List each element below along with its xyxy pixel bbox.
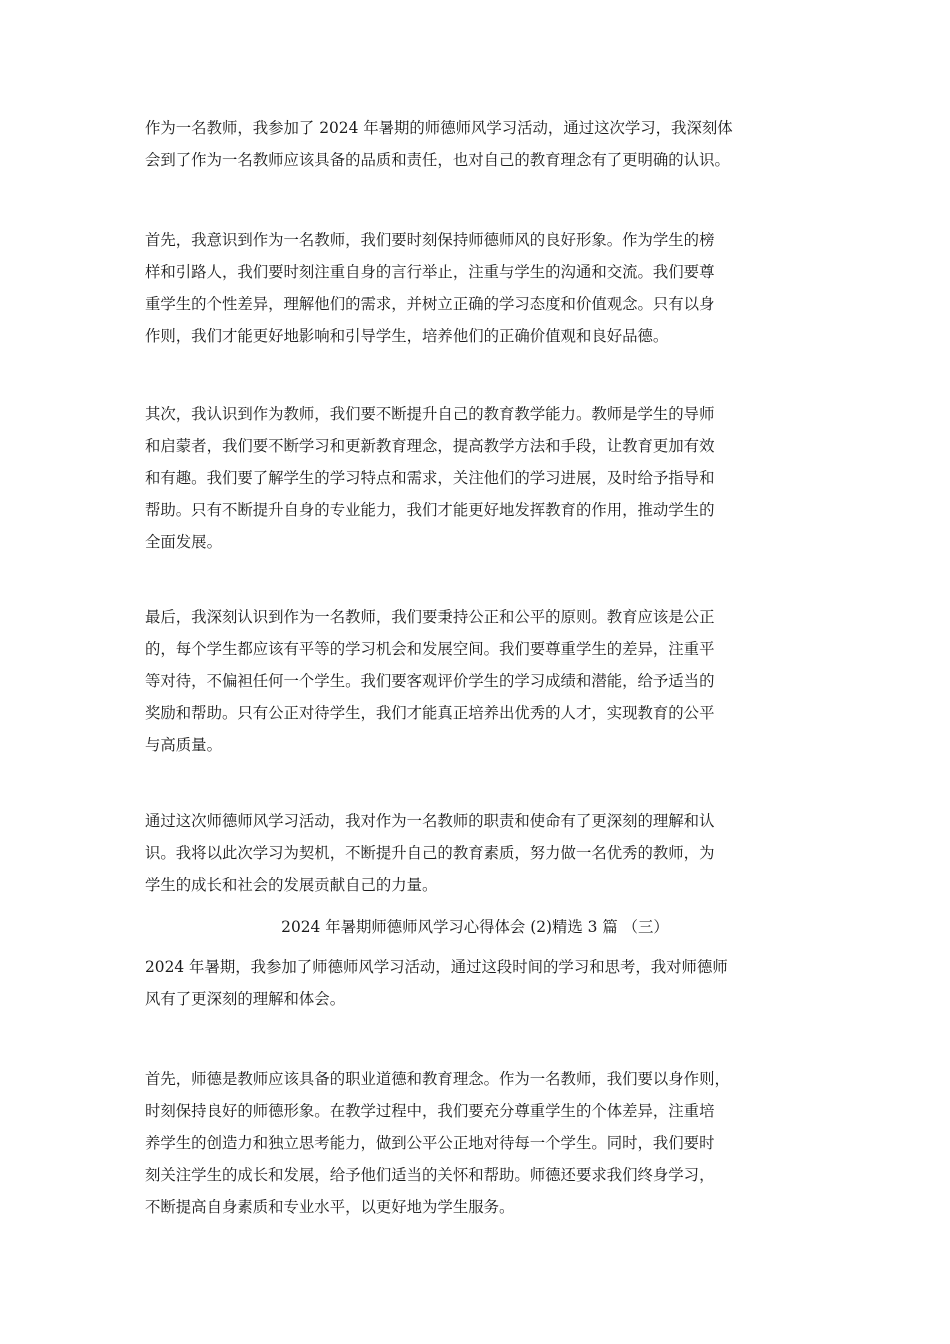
text-line: 学生的成长和社会的发展贡献自己的力量。 [145,876,438,894]
text-line: 重学生的个性差异，理解他们的需求，并树立正确的学习态度和价值观念。只有以身 [145,295,715,313]
text-line: 作则，我们才能更好地影响和引导学生，培养他们的正确价值观和良好品德。 [145,327,669,345]
paragraph-3 [145,398,825,558]
text-line: 风有了更深刻的理解和体会。 [145,990,346,1008]
text-line: 样和引路人，我们要时刻注重自身的言行举止，注重与学生的沟通和交流。我们要尊 [145,263,715,281]
text-line: 其次，我认识到作为教师，我们要不断提升自己的教育教学能力。教师是学生的导师 [145,405,715,423]
text-line: 时刻保持良好的师德形象。在教学过程中，我们要充分尊重学生的个体差异，注重培 [145,1102,715,1120]
text-line: 2024 年暑期，我参加了师德师风学习活动，通过这段时间的学习和思考，我对师德师 [145,958,728,976]
text-line: 刻关注学生的成长和发展，给予他们适当的关怀和帮助。师德还要求我们终身学习， [145,1166,715,1184]
text-line: 通过这次师德师风学习活动，我对作为一名教师的职责和使命有了更深刻的理解和认 [145,812,715,830]
text-line: 和启蒙者，我们要不断学习和更新教育理念，提高教学方法和手段，让教育更加有效 [145,437,715,455]
text-line: 会到了作为一名教师应该具备的品质和责任，也对自己的教育理念有了更明确的认识。 [145,151,730,169]
text-line: 首先，师德是教师应该具备的职业道德和教育理念。作为一名教师，我们要以身作则， [145,1070,730,1088]
text-line: 最后，我深刻认识到作为一名教师，我们要秉持公正和公平的原则。教育应该是公正 [145,608,715,626]
paragraph-1 [145,112,825,176]
text-line: 的，每个学生都应该有平等的学习机会和发展空间。我们要尊重学生的差异，注重平 [145,640,715,658]
text-line: 不断提高自身素质和专业水平，以更好地为学生服务。 [145,1198,515,1216]
paragraph-4 [145,601,825,761]
section-paragraph-1 [145,951,825,1015]
text-line: 帮助。只有不断提升自身的专业能力，我们才能更好地发挥教育的作用，推动学生的 [145,501,715,519]
paragraph-5 [145,805,825,901]
paragraph-2 [145,224,825,352]
section-paragraph-2 [145,1063,825,1223]
text-line: 全面发展。 [145,533,222,551]
text-line: 首先，我意识到作为一名教师，我们要时刻保持师德师风的良好形象。作为学生的榜 [145,231,715,249]
text-line: 奖励和帮助。只有公正对待学生，我们才能真正培养出优秀的人才，实现教育的公平 [145,704,715,722]
text-line: 等对待，不偏袒任何一个学生。我们要客观评价学生的学习成绩和潜能，给予适当的 [145,672,715,690]
text-line: 作为一名教师，我参加了 2024 年暑期的师德师风学习活动，通过这次学习，我深刻体 [145,119,733,137]
text-line: 识。我将以此次学习为契机，不断提升自己的教育素质，努力做一名优秀的教师，为 [145,844,715,862]
text-line: 和有趣。我们要了解学生的学习特点和需求，关注他们的学习进展，及时给予指导和 [145,469,715,487]
text-line: 与高质量。 [145,736,222,754]
text-line: 养学生的创造力和独立思考能力，做到公平公正地对待每一个学生。同时，我们要时 [145,1134,715,1152]
section-title: 2024 年暑期师德师风学习心得体会 (2)精选 3 篇 （三） [281,918,669,936]
